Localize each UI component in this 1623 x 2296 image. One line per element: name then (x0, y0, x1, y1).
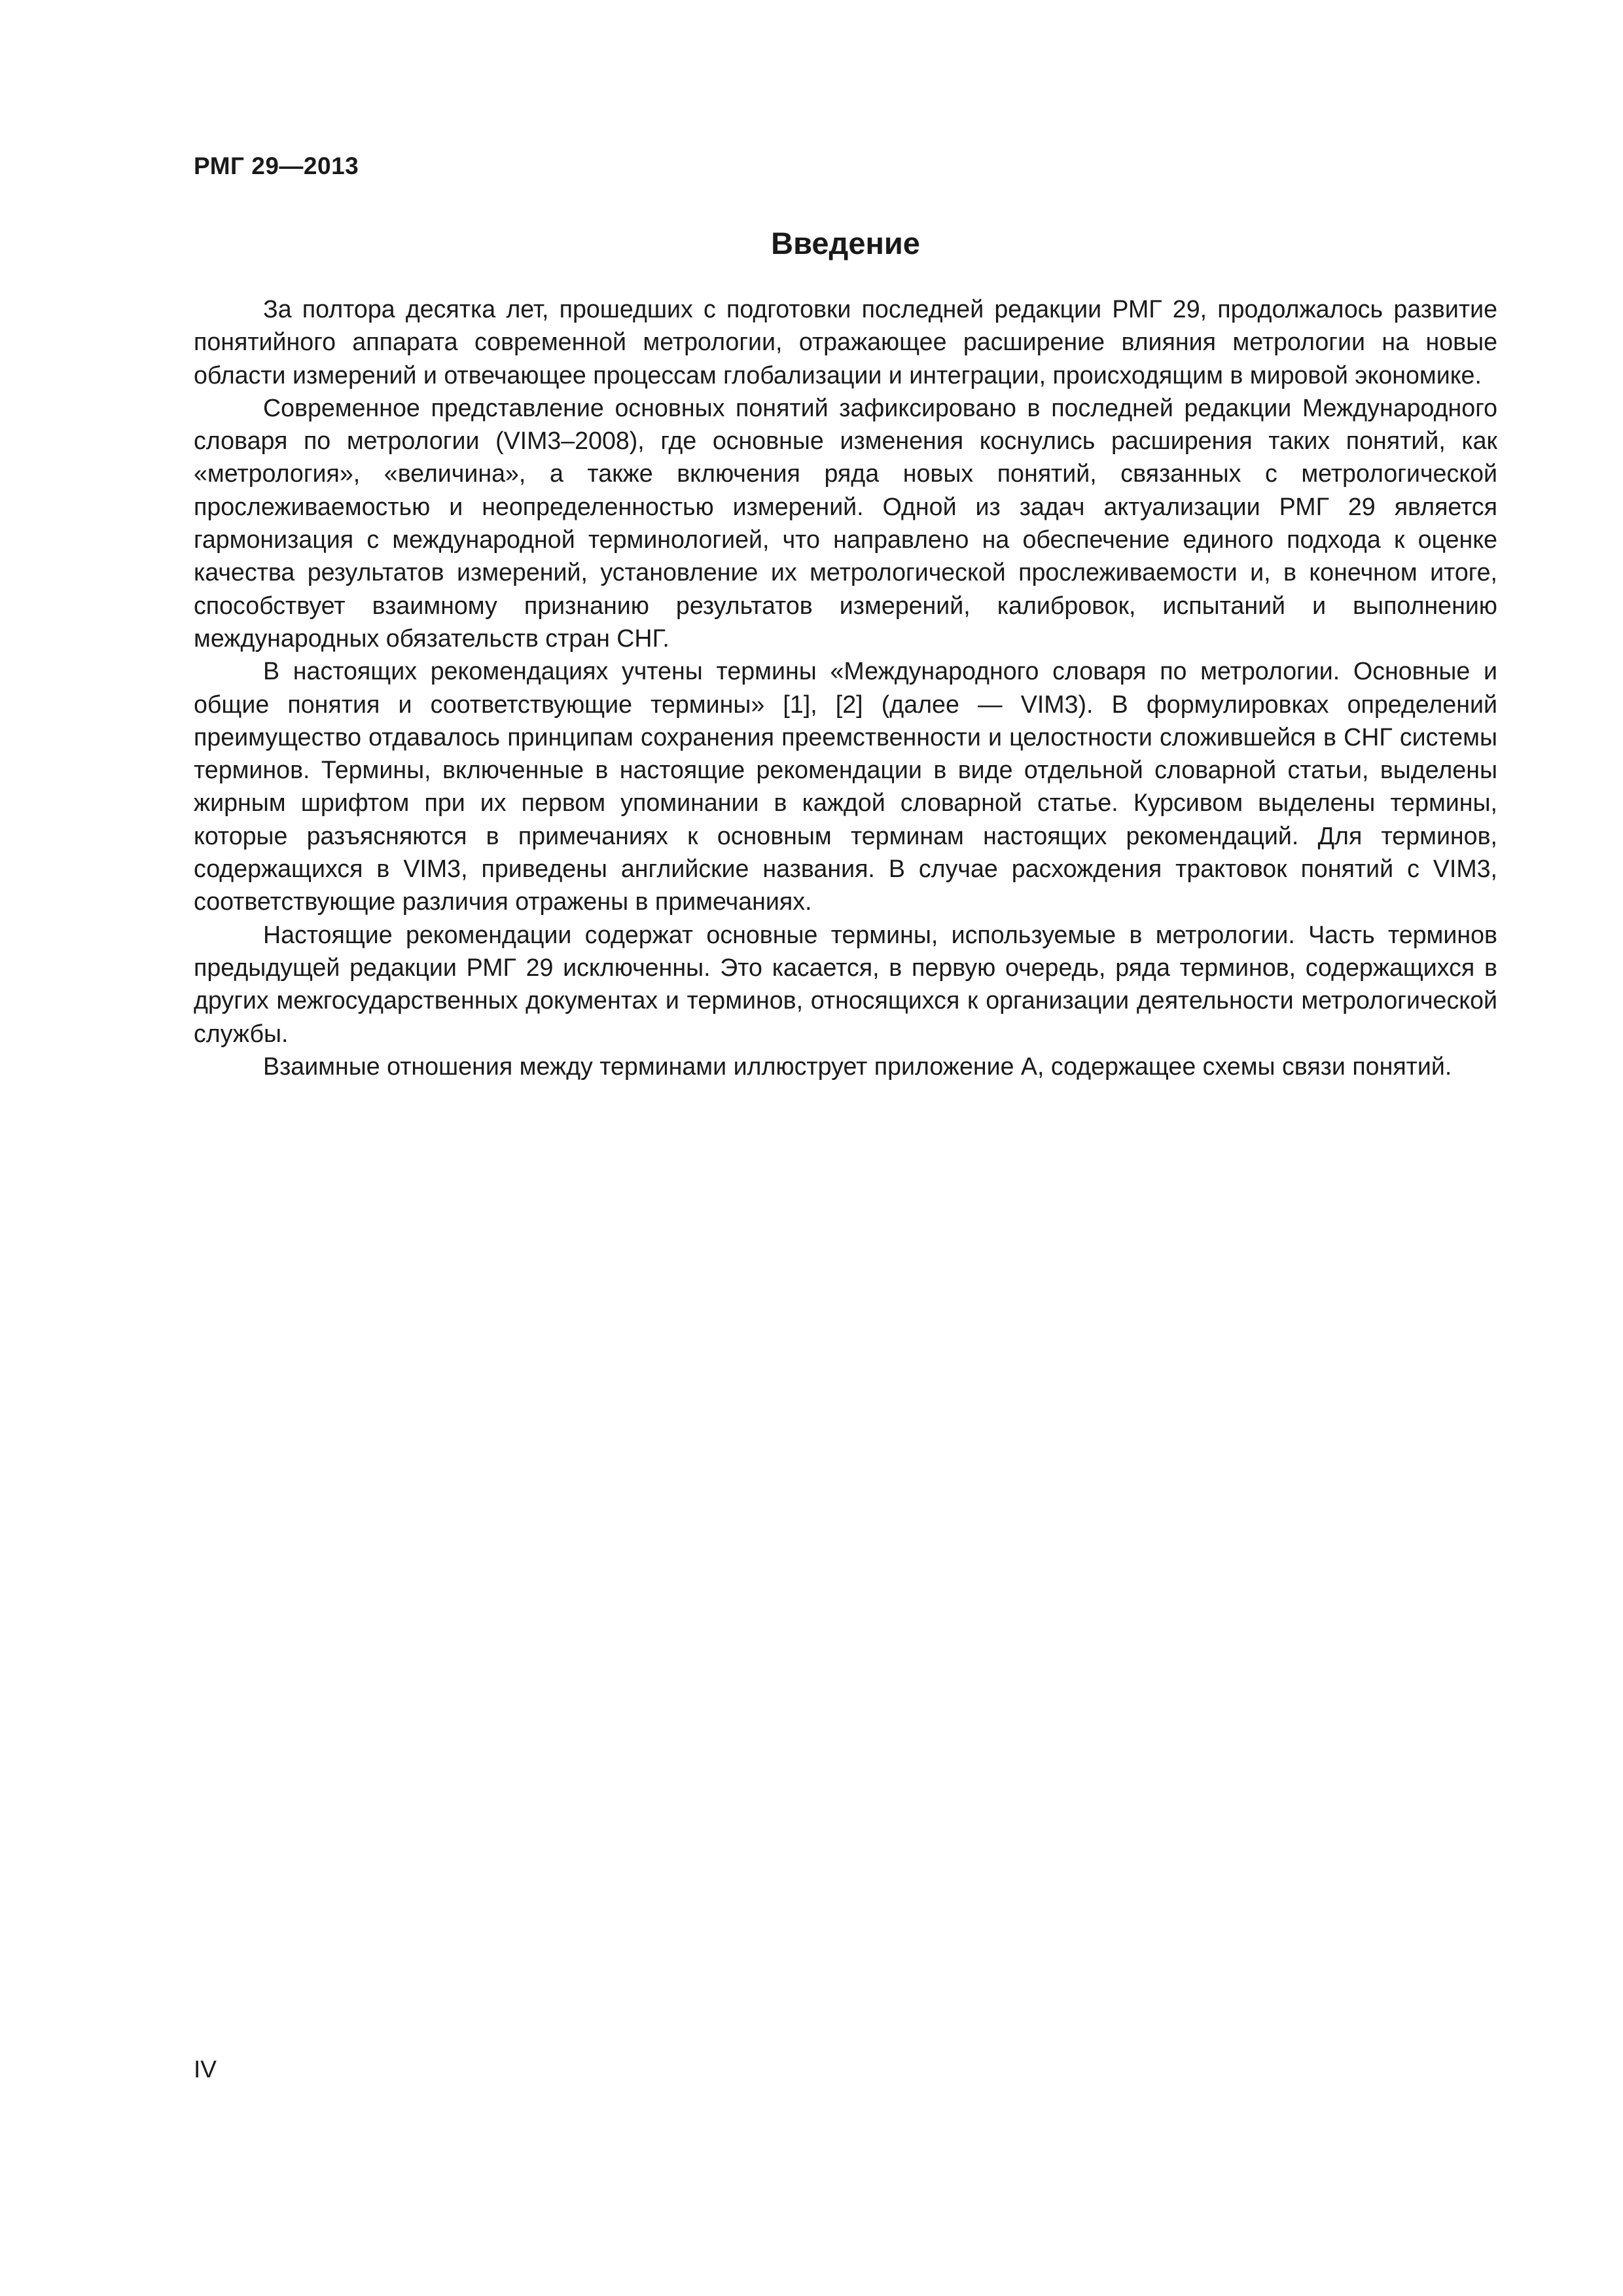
paragraph: Настоящие рекомендации содержат основные термины, используемые в метрологии. Часть терминов предыдущей редакции РМГ 29 исключенны. Это касается, в первую очередь, ряда терминов, содержащихся в других межгосударственных документах и терминов, относящихся к организации деятельности метрологической службы. (194, 920, 1497, 1047)
paragraph: Взаимные отношения между терминами иллюструет приложение А, содержащее схемы связи понятий. (263, 1052, 1452, 1080)
paragraph: Современное представление основных понятий зафиксировано в последней редакции Международного словаря по метрологии (VIM3–2008), где основные изменения коснулись расширения таких понятий, как «метрология», «величина», а также включения ряда новых понятий, связанных с метрологической прослеживаемостью и неопределенностью измерений. Одной из задач актуализации РМГ 29 является гармонизация с международной терминологией, что направлено на обеспечение единого подхода к оценке качества результатов измерений, установление их метрологической прослеживаемости и, в конечном итоге, способствует взаимному признанию результатов измерений, калибровок, испытаний и выполнению международных обязательств стран СНГ. (194, 393, 1497, 652)
introduction-body (194, 293, 1497, 1083)
document-code: РМГ 29—2013 (194, 152, 359, 179)
paragraph: В настоящих рекомендациях учтены термины «Международного словаря по метрологии. Основные и общие понятия и соответствующие термины» [1], [2] (далее — VIM3). В формулировках определений преимущество отдавалось принципам сохранения преемственности и целостности сложившейся в СНГ системы терминов. Термины, включенные в настоящие рекомендации в виде отдельной словарной статьи, выделены жирным шрифтом при их первом упоминании в каждой словарной статье. Курсивом выделены термины, которые разъясняются в примечаниях к основным терминам настоящих рекомендаций. Для терминов, содержащихся в VIM3, приведены английские названия. В случае расхождения трактовок понятий с VIM3, соответствующие различия отражены в примечаниях. (194, 657, 1497, 916)
section-title: Введение (771, 226, 920, 260)
paragraph: За полтора десятка лет, прошедших с подготовки последней редакции РМГ 29, продолжалось развитие понятийного аппарата современной метрологии, отражающее расширение влияния метрологии на новые области измерений и отвечающее процессам глобализации и интеграции, происходящим в мировой экономике. (194, 295, 1497, 389)
page-number: IV (194, 2056, 217, 2083)
